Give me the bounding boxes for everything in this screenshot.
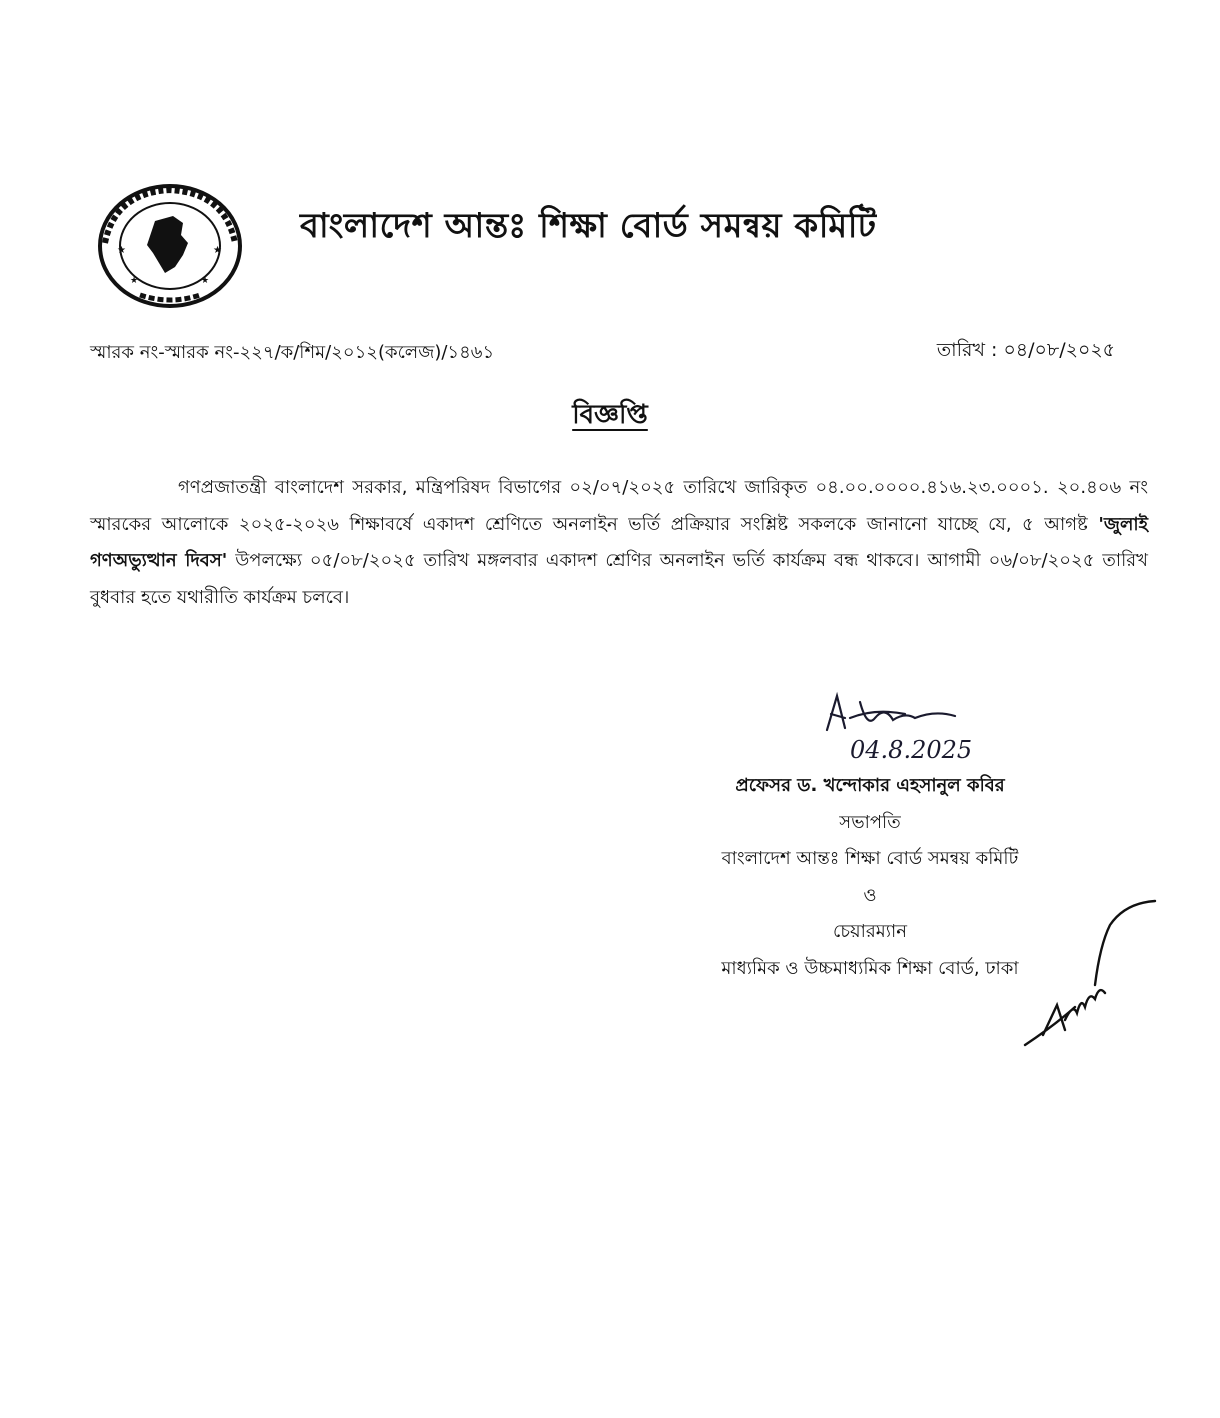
- notice-body-part1: গণপ্রজাতন্ত্রী বাংলাদেশ সরকার, মন্ত্রিপরিষদ বিভাগের ০২/০৭/২০২৫ তারিখে জারিকৃত ০৪.০০.০০০০.৪১৬.২৩.০০০১. ২০.৪০৬ নং স্মারকের আলোকে ২০২৫-২০২৬ শিক্ষাবর্ষে একাদশ শ্রেণিতে অনলাইন ভর্তি প্রক্রিয়ার সংশ্লিষ্ট সকলকে জানানো যাচ্ছে যে, ৫ আগষ্ট: [90, 477, 1148, 535]
- signatory-organization: বাংলাদেশ আন্তঃ শিক্ষা বোর্ড সমন্বয় কমিটি: [721, 848, 1019, 869]
- signatory-role-2: চেয়ারম্যান: [833, 921, 907, 942]
- handwritten-date: 04.8.2025: [850, 736, 973, 764]
- handwritten-signature: [815, 688, 1055, 768]
- committee-title: বাংলাদেশ আন্তঃ শিক্ষা বোর্ড সমন্বয় কমিটি: [300, 206, 877, 246]
- bangladesh-government-seal-icon: [95, 183, 245, 313]
- memo-number: স্মারক নং-স্মারক নং-২২৭/ক/শিম/২০১২(কলেজ)/১৪৬১: [90, 342, 495, 363]
- signatory-block: [680, 768, 1060, 987]
- signatory-role: সভাপতি: [839, 811, 901, 833]
- svg-text:★: ★: [117, 245, 126, 256]
- notice-heading-text: বিজ্ঞপ্তি: [572, 400, 648, 430]
- initial-signature: [1015, 895, 1160, 1055]
- svg-text:★: ★: [130, 276, 139, 286]
- svg-text:★: ★: [201, 276, 210, 286]
- notice-body-emphasis: 'জুলাই গণঅভ্যুত্থান দিবস': [90, 513, 1148, 571]
- memo-date: তারিখ : ০৪/০৮/২০২৫: [936, 339, 1115, 361]
- notice-heading: [0, 394, 1220, 438]
- signatory-name: প্রফেসর ড. খন্দোকার এহসানুল কবির: [735, 775, 1005, 796]
- svg-text:★: ★: [213, 245, 222, 256]
- notice-body: [90, 470, 1148, 616]
- signatory-organization-2: মাধ্যমিক ও উচ্চমাধ্যমিক শিক্ষা বোর্ড, ঢাকা: [721, 957, 1019, 979]
- signatory-conjunction: ও: [863, 884, 877, 906]
- notice-body-part2: উপলক্ষ্যে ০৫/০৮/২০২৫ তারিখ মঙ্গলবার একাদশ শ্রেণির অনলাইন ভর্তি কার্যক্রম বন্ধ থাকবে। আগামী ০৬/০৮/২০২৫ তারিখ বুধবার হতে যথারীতি কার্যক্রম চলবে।: [90, 550, 1148, 608]
